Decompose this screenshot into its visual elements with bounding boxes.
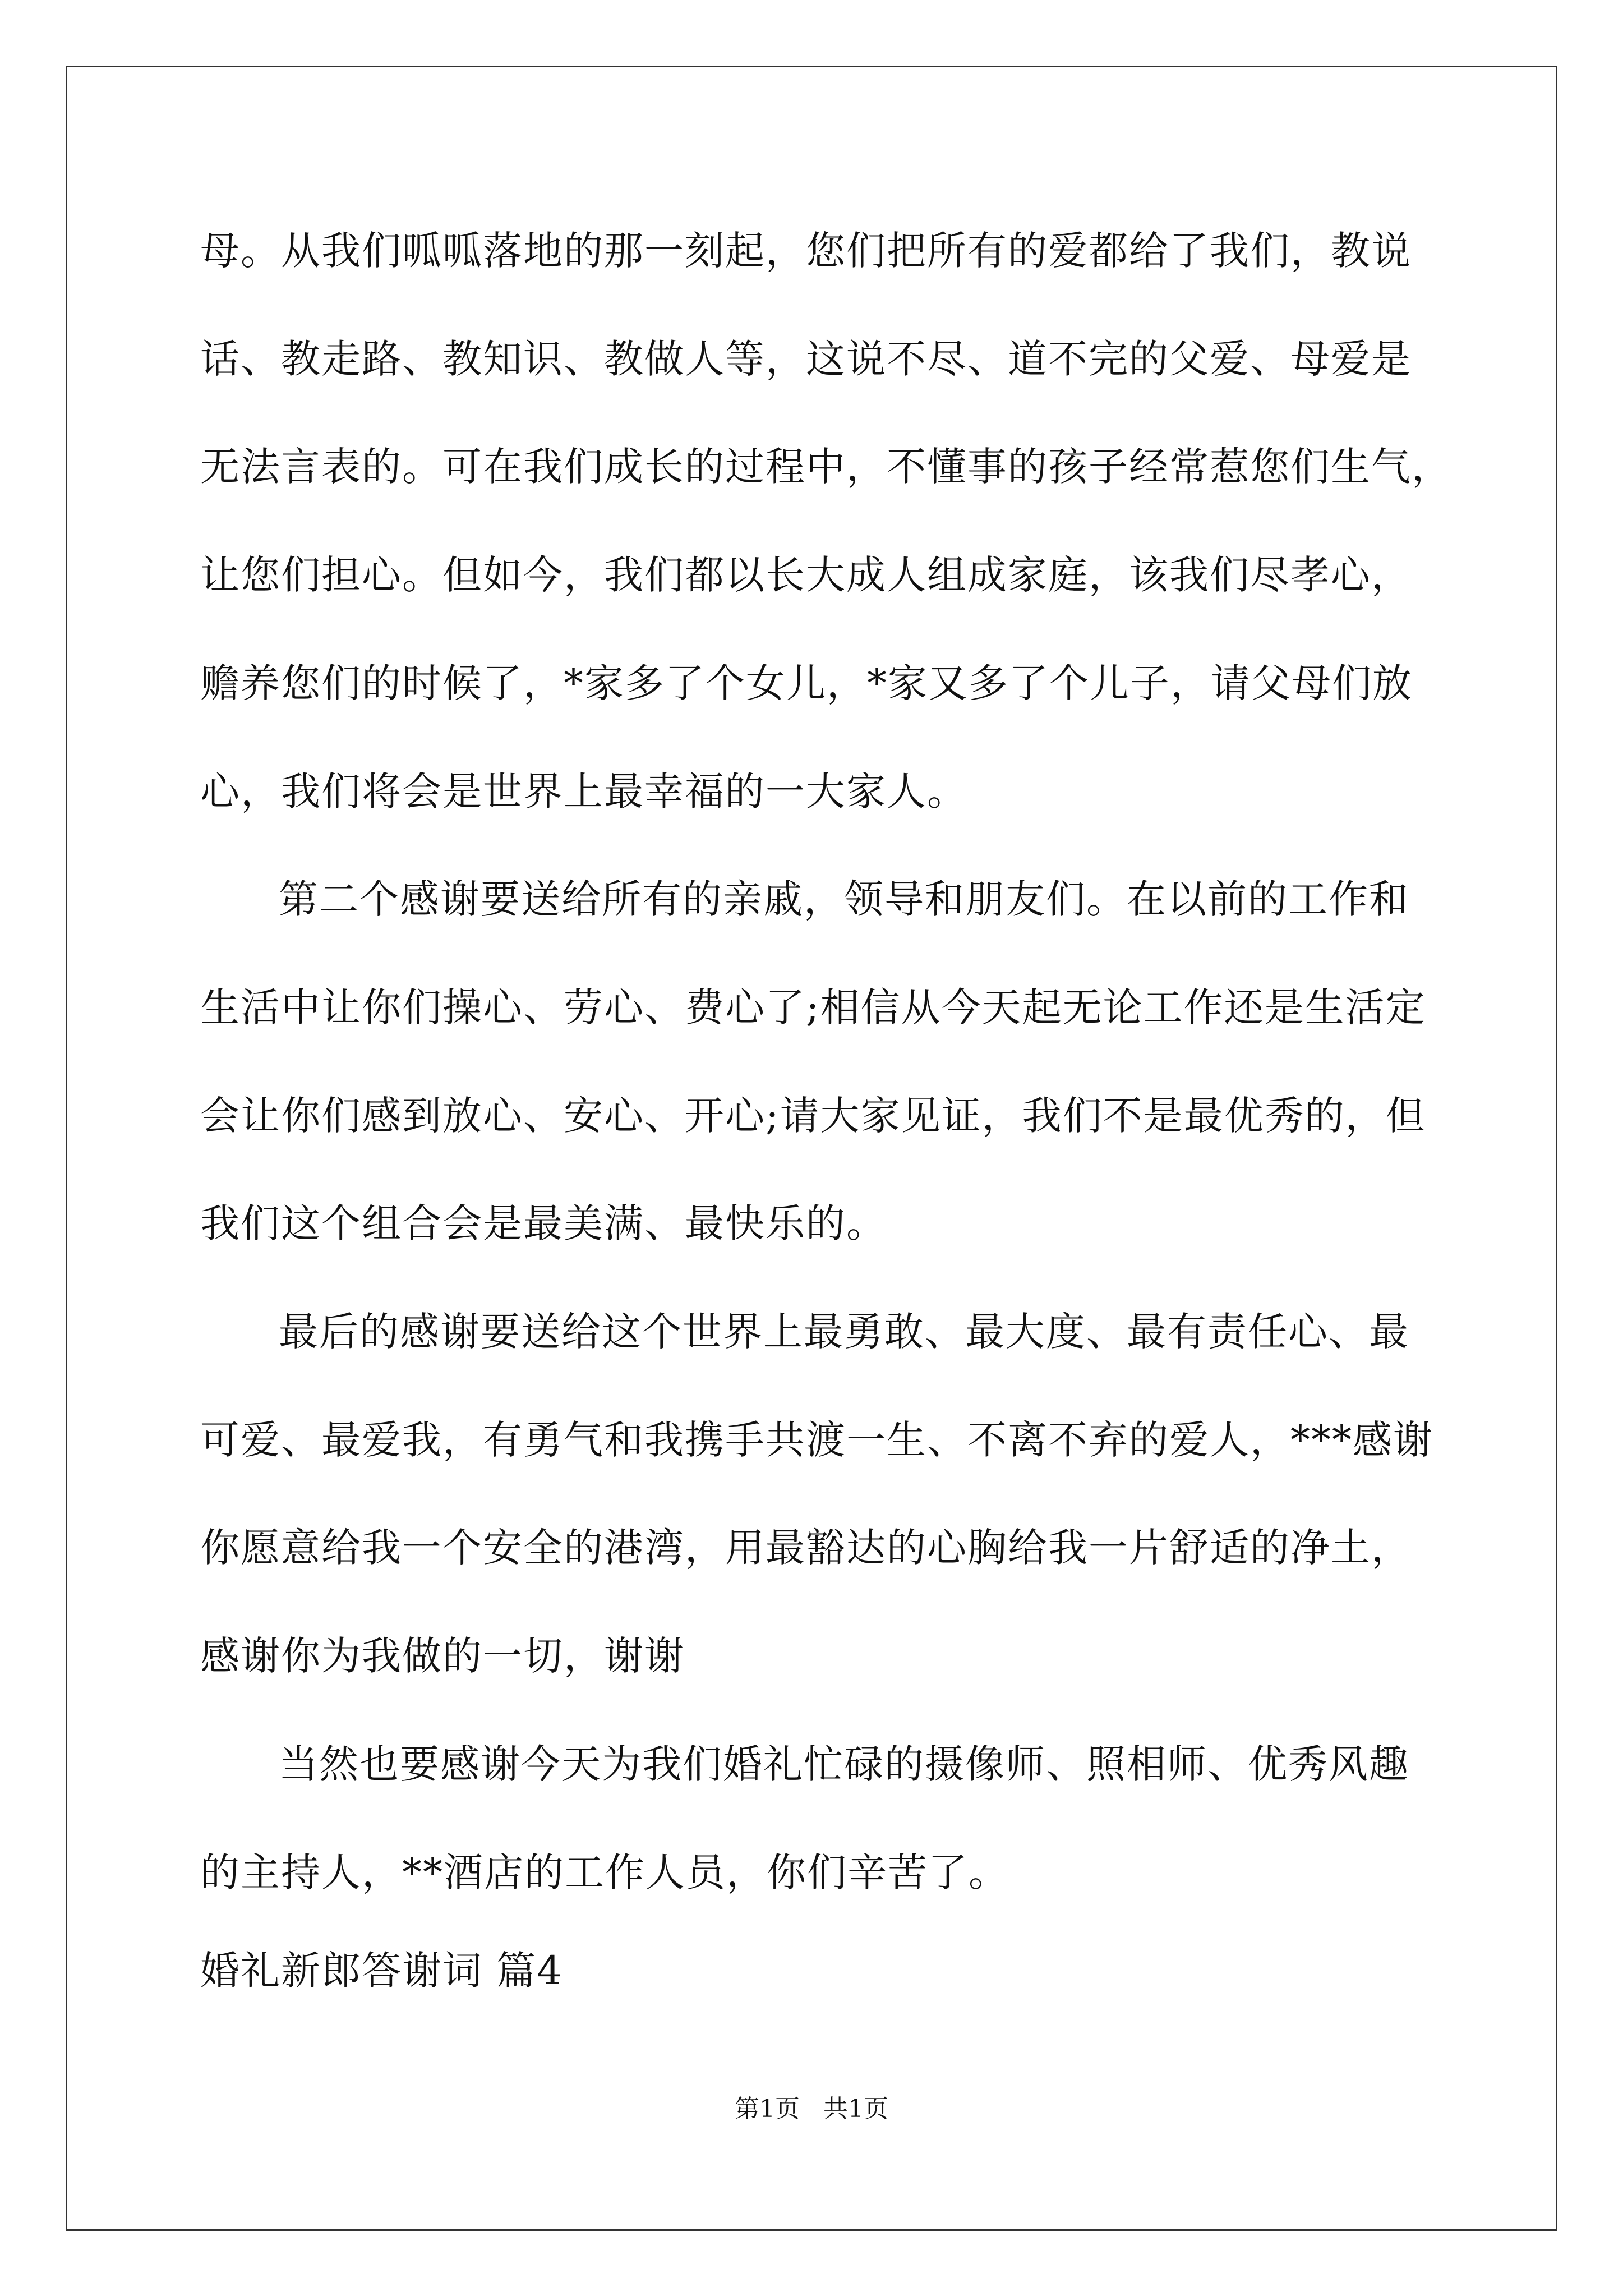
body-line-5: 赡养您们的时候了，*家多了个女儿，*家又多了个儿子，请父母们放 bbox=[200, 660, 1413, 706]
paragraph-2-line-1: 第二个感谢要送给所有的亲戚，领导和朋友们。在以前的工作和 bbox=[279, 876, 1409, 922]
page-border bbox=[66, 66, 1557, 2231]
paragraph-3-line-4: 感谢你为我做的一切，谢谢 bbox=[200, 1633, 685, 1679]
body-line-3: 无法言表的。可在我们成长的过程中，不懂事的孩子经常惹您们生气， bbox=[200, 444, 1452, 490]
body-line-1: 母。从我们呱呱落地的那一刻起，您们把所有的爱都给了我们，教说 bbox=[200, 228, 1412, 274]
paragraph-4-line-2: 的主持人，**酒店的工作人员，你们辛苦了。 bbox=[200, 1849, 1009, 1895]
paragraph-4-line-1: 当然也要感谢今天为我们婚礼忙碌的摄像师、照相师、优秀风趣 bbox=[279, 1741, 1409, 1787]
body-line-2: 话、教走路、教知识、教做人等，这说不尽、道不完的父爱、母爱是 bbox=[200, 336, 1412, 382]
paragraph-3-line-3: 你愿意给我一个安全的港湾，用最豁达的心胸给我一片舒适的净土， bbox=[200, 1525, 1412, 1571]
paragraph-2-line-3: 会让你们感到放心、安心、开心;请大家见证，我们不是最优秀的，但 bbox=[200, 1093, 1426, 1139]
section-heading: 婚礼新郎答谢词 篇4 bbox=[200, 1948, 563, 1994]
paragraph-3-line-1: 最后的感谢要送给这个世界上最勇敢、最大度、最有责任心、最 bbox=[279, 1309, 1409, 1355]
paragraph-2-line-2: 生活中让你们操心、劳心、费心了;相信从今天起无论工作还是生活定 bbox=[200, 984, 1426, 1030]
paragraph-2-line-4: 我们这个组合会是最美满、最快乐的。 bbox=[200, 1200, 887, 1246]
paragraph-3-line-2: 可爱、最爱我，有勇气和我携手共渡一生、不离不弃的爱人，***感谢 bbox=[200, 1417, 1433, 1463]
body-line-4: 让您们担心。但如今，我们都以长大成人组成家庭，该我们尽孝心， bbox=[200, 552, 1412, 598]
body-line-6: 心，我们将会是世界上最幸福的一大家人。 bbox=[200, 769, 967, 815]
page-footer: 第1页 共1页 bbox=[735, 2095, 888, 2123]
